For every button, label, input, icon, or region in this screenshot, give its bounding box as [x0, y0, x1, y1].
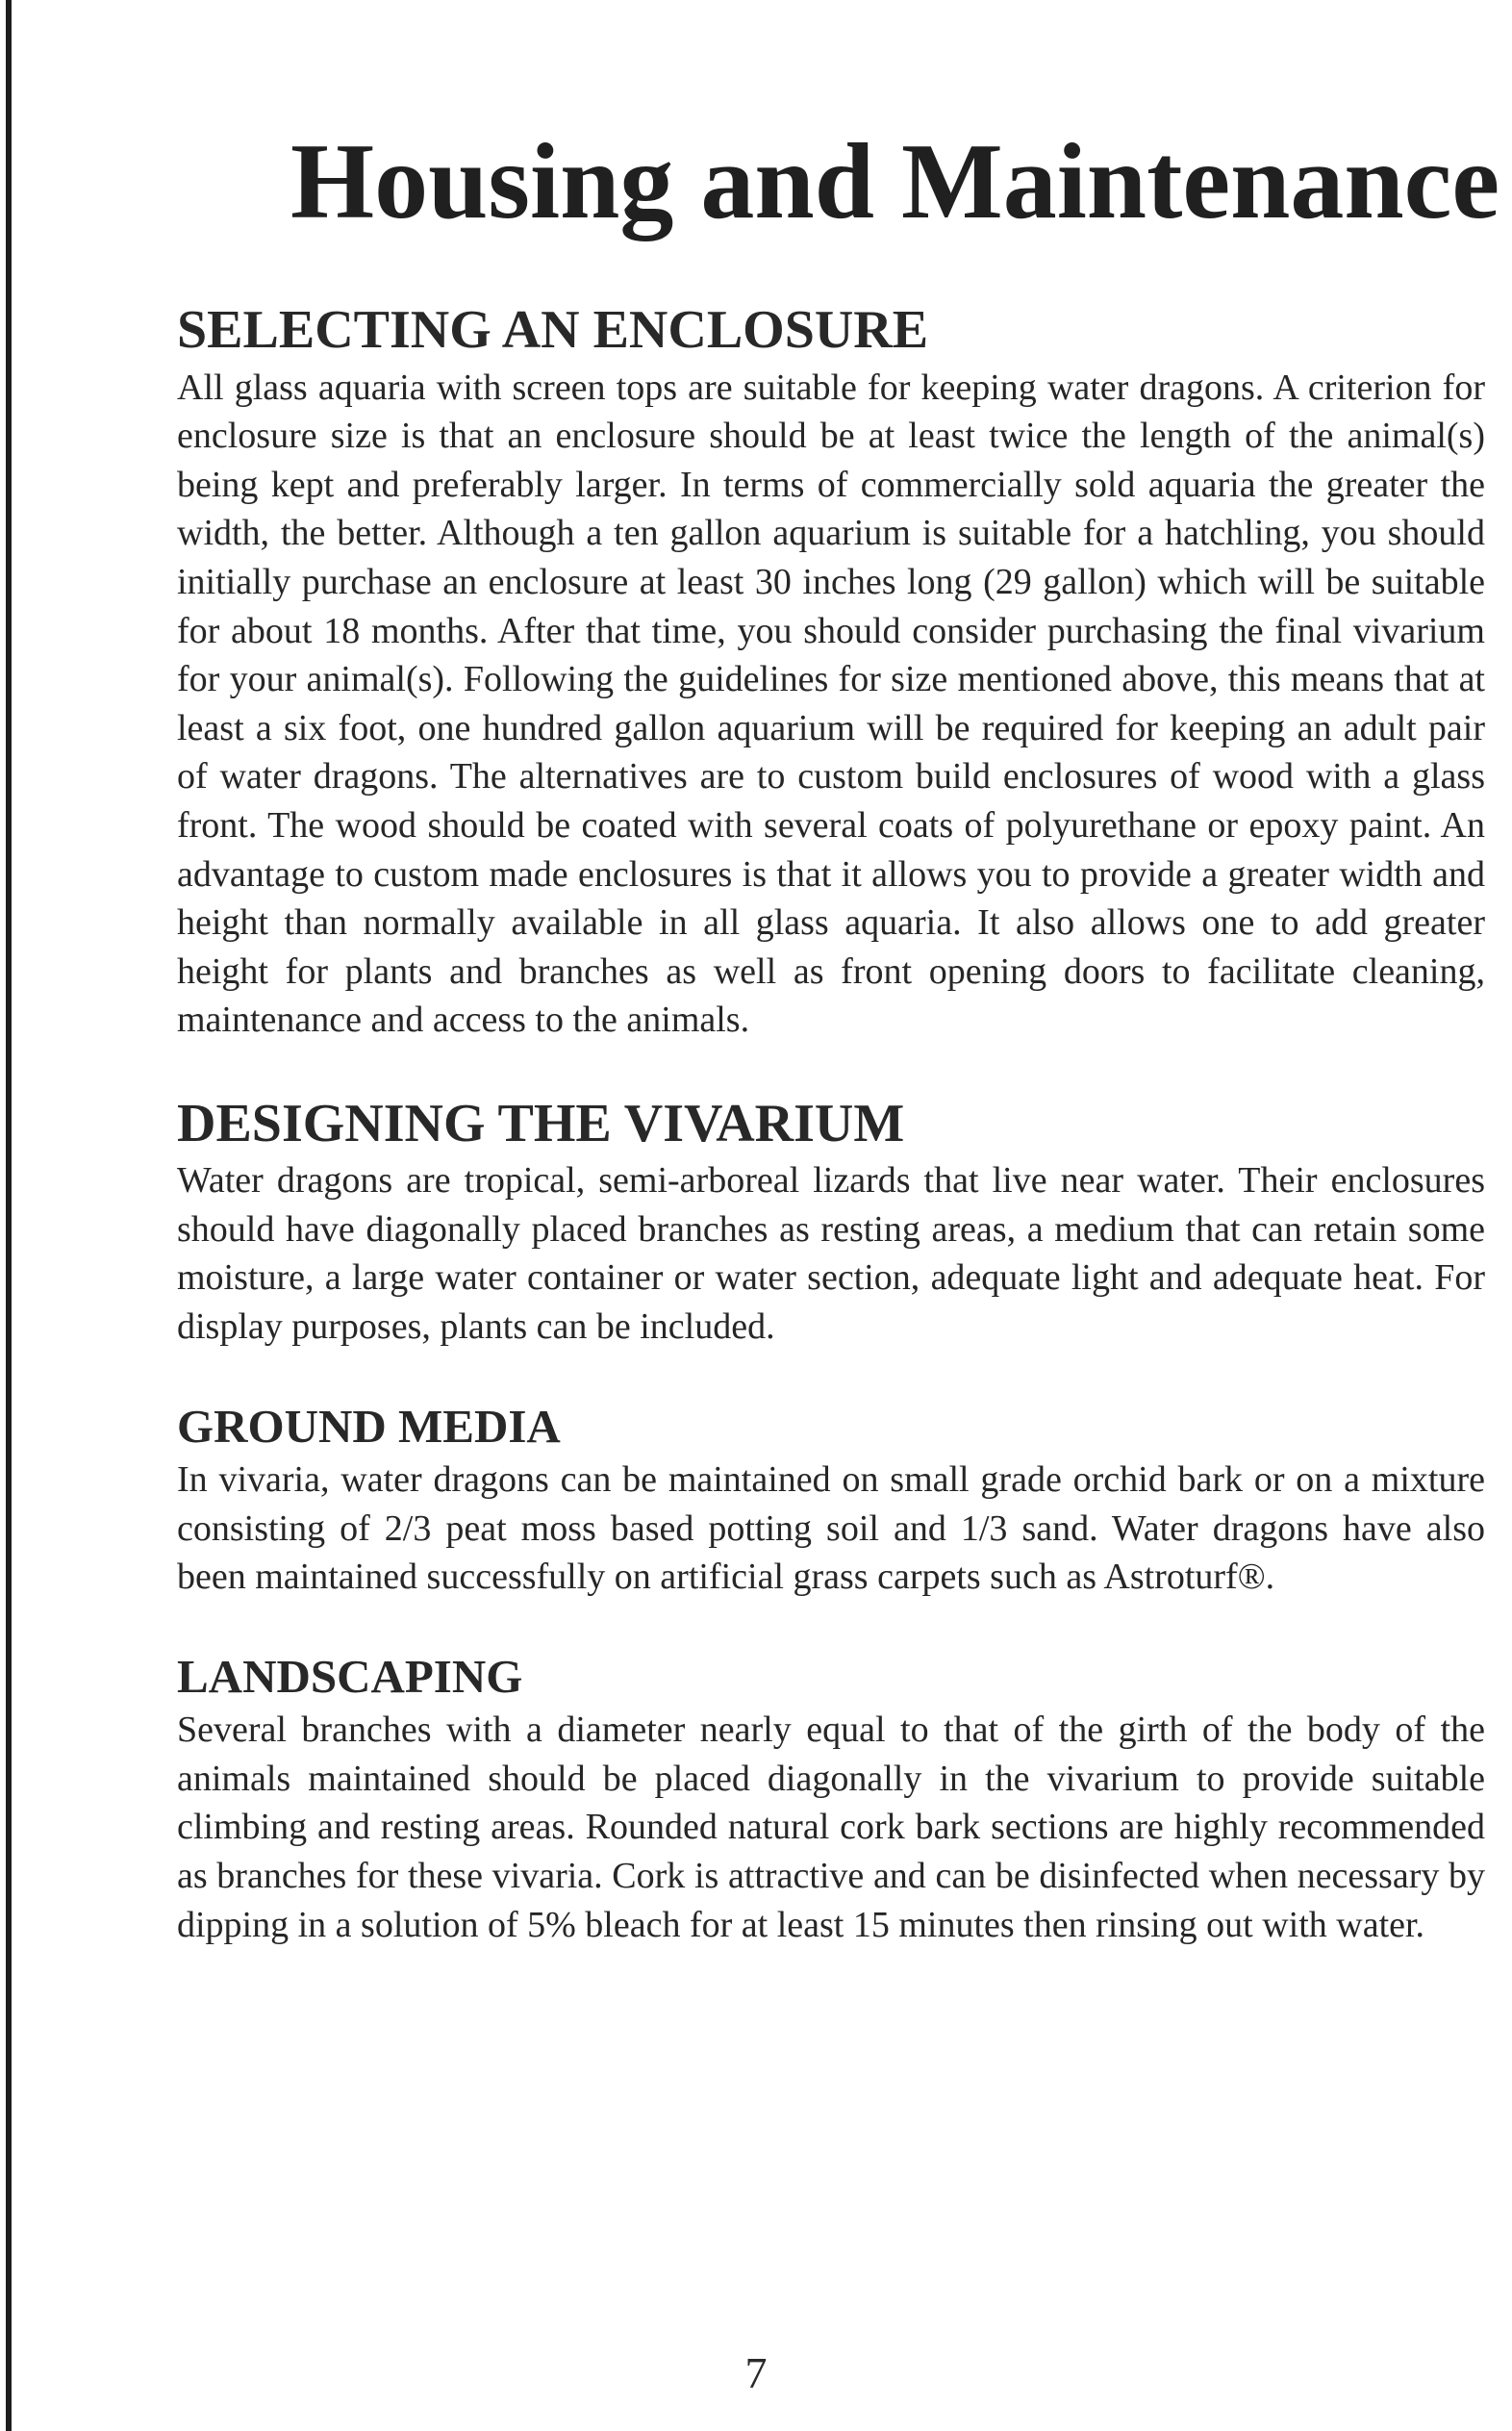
section-heading: LANDSCAPING	[177, 1649, 523, 1703]
section-body: In vivaria, water dragons can be maintained on small grade orchid bark or on a mixture consisting of 2/3 peat moss based potting soil and 1/3 sand. Water dragons have also been maintained successfully on artificial grass carpets such as Astroturf®.	[177, 1459, 1485, 1598]
document-page	[177, 0, 1500, 1949]
page-number: 7	[744, 2348, 768, 2397]
section-heading: GROUND MEDIA	[177, 1399, 561, 1453]
section-ground-media	[177, 1400, 1485, 1602]
section-designing-vivarium	[177, 1093, 1485, 1352]
section-heading: SELECTING AN ENCLOSURE	[177, 300, 929, 361]
section-body: Several branches with a diameter nearly equal to that of the girth of the body of the animals maintained should be placed diagonally in the vivarium to provide suitable climbing and resting areas. Rounded natural cork bark sections are highly recommended as branches for these vivaria. Cork is attractive and can be disinfected when necessary by dipping in a solution of 5% bleach for at least 15 minutes then rinsing out with water.	[177, 1709, 1485, 1945]
section-body: All glass aquaria with screen tops are suitable for keeping water dragons. A criterion for enclosure size is that an enclosure should be at least twice the length of the animal(s) being kept and preferably larger. In terms of commercially sold aquaria the greater the width, the better. Although a ten gallon aquarium is suitable for a hatchling, you should initially purchase an enclosure at least 30 inches long (29 gallon) which will be suitable for about 18 months. After that time, you should consider purchasing the final vivarium for your animal(s). Following the guidelines for size mentioned above, this means that at least a six foot, one hundred gallon aquarium will be required for keeping an adult pair of water dragons. The alternatives are to custom build enclosures of wood with a glass front. The wood should be coated with several coats of polyurethane or epoxy paint. An advantage to custom made enclosures is that it allows you to provide a greater width and height than normally available in all glass aquaria. It also allows one to add greater height for plants and branches as well as front opening doors to facilitate cleaning, maintenance and access to the animals.	[177, 367, 1485, 1041]
section-body: Water dragons are tropical, semi-arboreal lizards that live near water. Their enclosures should have diagonally placed branches as resting areas, a medium that can retain some moisture, a large water container or water section, adequate light and adequate heat. For display purposes, plants can be included.	[177, 1160, 1485, 1348]
page-title: Housing and Maintenance	[290, 122, 1500, 241]
section-heading: DESIGNING THE VIVARIUM	[177, 1093, 905, 1153]
page-binding-edge	[6, 0, 12, 2431]
section-selecting-enclosure	[177, 299, 1485, 1045]
section-landscaping	[177, 1650, 1485, 1949]
